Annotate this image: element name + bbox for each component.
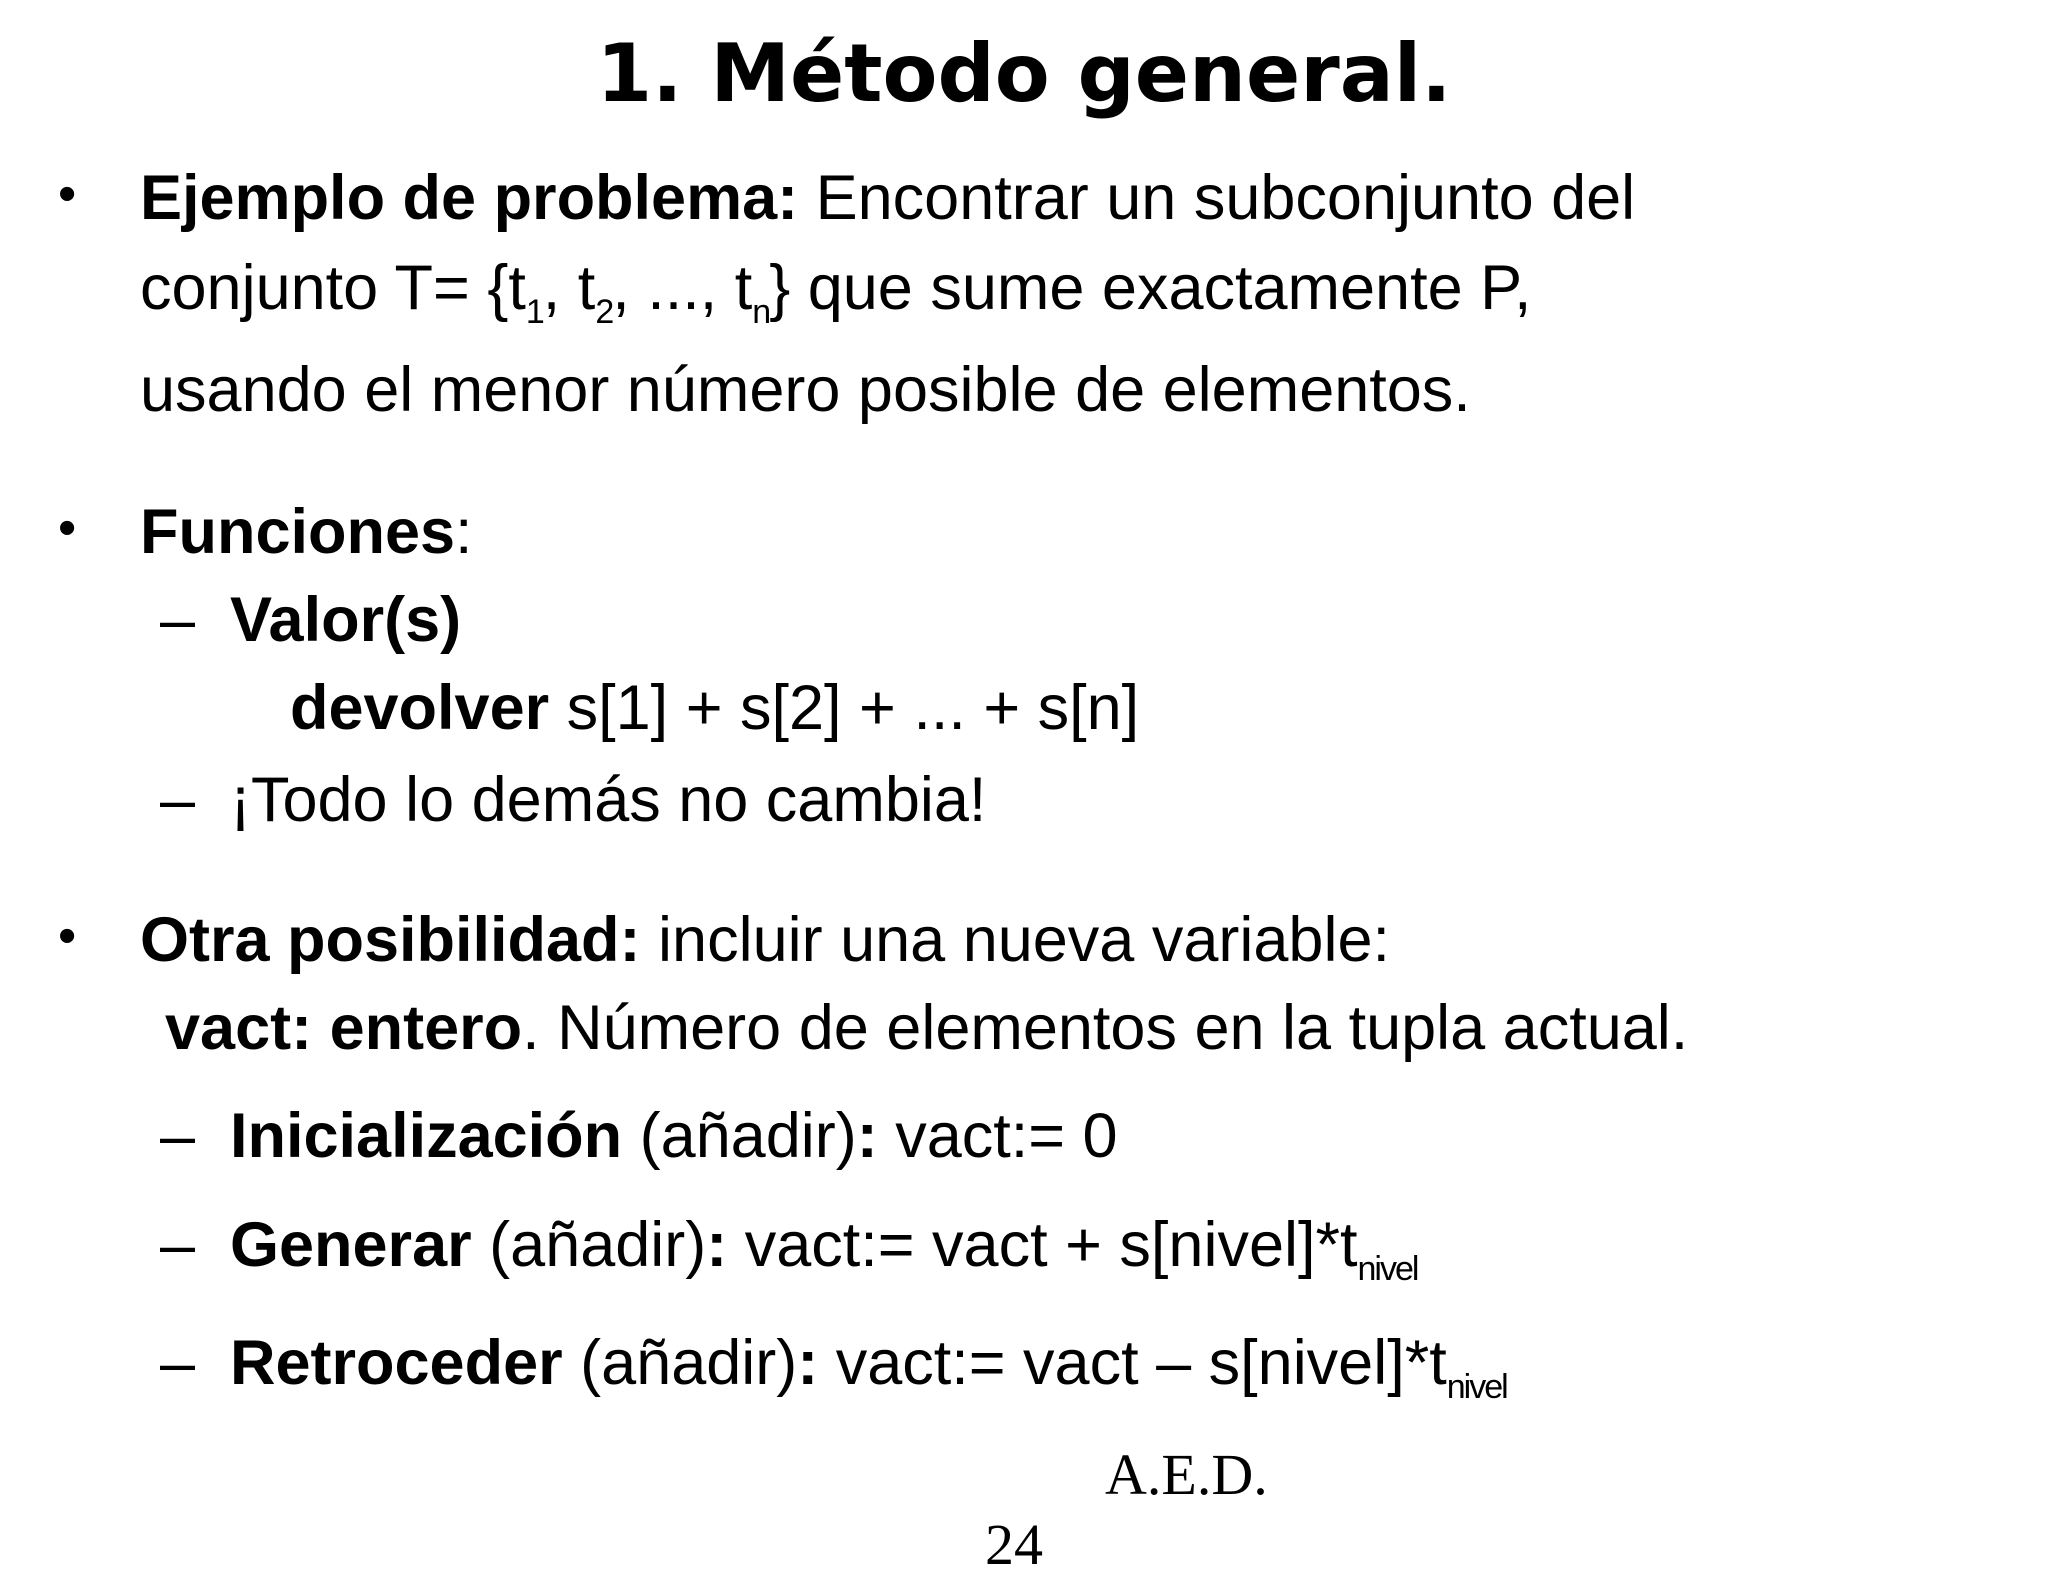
ejemplo-line-1 bbox=[140, 160, 1635, 236]
generar-label: Generar bbox=[230, 1210, 472, 1280]
ejemplo-text: Encontrar un subconjunto del bbox=[798, 163, 1636, 233]
generar-colon: : bbox=[706, 1210, 728, 1280]
todo-line: ¡Todo lo demás no cambia! bbox=[230, 765, 987, 835]
devolver-line bbox=[290, 670, 1139, 746]
dash-marker: – bbox=[160, 1210, 196, 1280]
footer-page-number: 24 bbox=[985, 1512, 1043, 1577]
vact-description: . Número de elementos en la tupla actual. bbox=[522, 993, 1689, 1063]
inicializacion-expression: vact:= 0 bbox=[877, 1101, 1118, 1171]
subscript-nivel: nivel bbox=[1446, 1368, 1507, 1406]
otra-text: incluir una nueva variable: bbox=[640, 905, 1390, 975]
dash-marker: – bbox=[160, 585, 196, 655]
bullet-marker: • bbox=[58, 499, 77, 557]
devolver-expression: s[1] + s[2] + ... + s[n] bbox=[549, 673, 1140, 743]
funciones-heading bbox=[140, 494, 473, 570]
otra-label: Otra posibilidad: bbox=[140, 905, 641, 975]
set-definition-part: , ..., t bbox=[612, 253, 753, 323]
subscript-n: n bbox=[752, 293, 770, 331]
inicializacion-colon: : bbox=[856, 1101, 878, 1171]
retroceder-note: (añadir) bbox=[562, 1328, 798, 1398]
subscript-1: 1 bbox=[525, 293, 543, 331]
generar-expression: vact:= vact + s[nivel]*t bbox=[727, 1210, 1358, 1280]
footer-course: A.E.D. bbox=[1105, 1442, 1268, 1507]
inicializacion-note: (añadir) bbox=[622, 1101, 857, 1171]
set-definition-start: conjunto T= {t bbox=[140, 253, 526, 323]
funciones-label: Funciones bbox=[140, 497, 456, 567]
ejemplo-line-3: usando el menor número posible de elementos. bbox=[140, 355, 1471, 425]
dash-marker: – bbox=[160, 1101, 196, 1171]
bullet-marker: • bbox=[58, 165, 77, 223]
inicializacion-line bbox=[230, 1098, 1118, 1174]
slide-title: 1. Método general. bbox=[596, 27, 1452, 120]
set-definition-part: , t bbox=[542, 253, 596, 323]
valor-function bbox=[230, 582, 461, 658]
subscript-2: 2 bbox=[595, 293, 613, 331]
dash-marker: – bbox=[160, 765, 196, 835]
otra-line-2 bbox=[165, 990, 1688, 1066]
vact-declaration: vact: entero bbox=[165, 993, 523, 1063]
inicializacion-label: Inicialización bbox=[230, 1101, 623, 1171]
retroceder-line bbox=[230, 1325, 1507, 1425]
generar-line bbox=[230, 1207, 1417, 1307]
retroceder-expression: vact:= vact – s[nivel]*t bbox=[818, 1328, 1447, 1398]
retroceder-colon: : bbox=[797, 1328, 819, 1398]
otra-line-1 bbox=[140, 902, 1390, 978]
ejemplo-line-2 bbox=[140, 250, 1532, 350]
ejemplo-label: Ejemplo de problema: bbox=[140, 163, 799, 233]
funciones-colon: : bbox=[455, 497, 473, 567]
bullet-marker: • bbox=[58, 907, 77, 965]
dash-marker: – bbox=[160, 1328, 196, 1398]
set-definition-end: } que sume exactamente P, bbox=[769, 253, 1532, 323]
retroceder-label: Retroceder bbox=[230, 1328, 563, 1398]
valor-label: Valor(s) bbox=[230, 585, 462, 655]
devolver-keyword: devolver bbox=[290, 673, 550, 743]
subscript-nivel: nivel bbox=[1357, 1250, 1418, 1288]
generar-note: (añadir) bbox=[471, 1210, 707, 1280]
